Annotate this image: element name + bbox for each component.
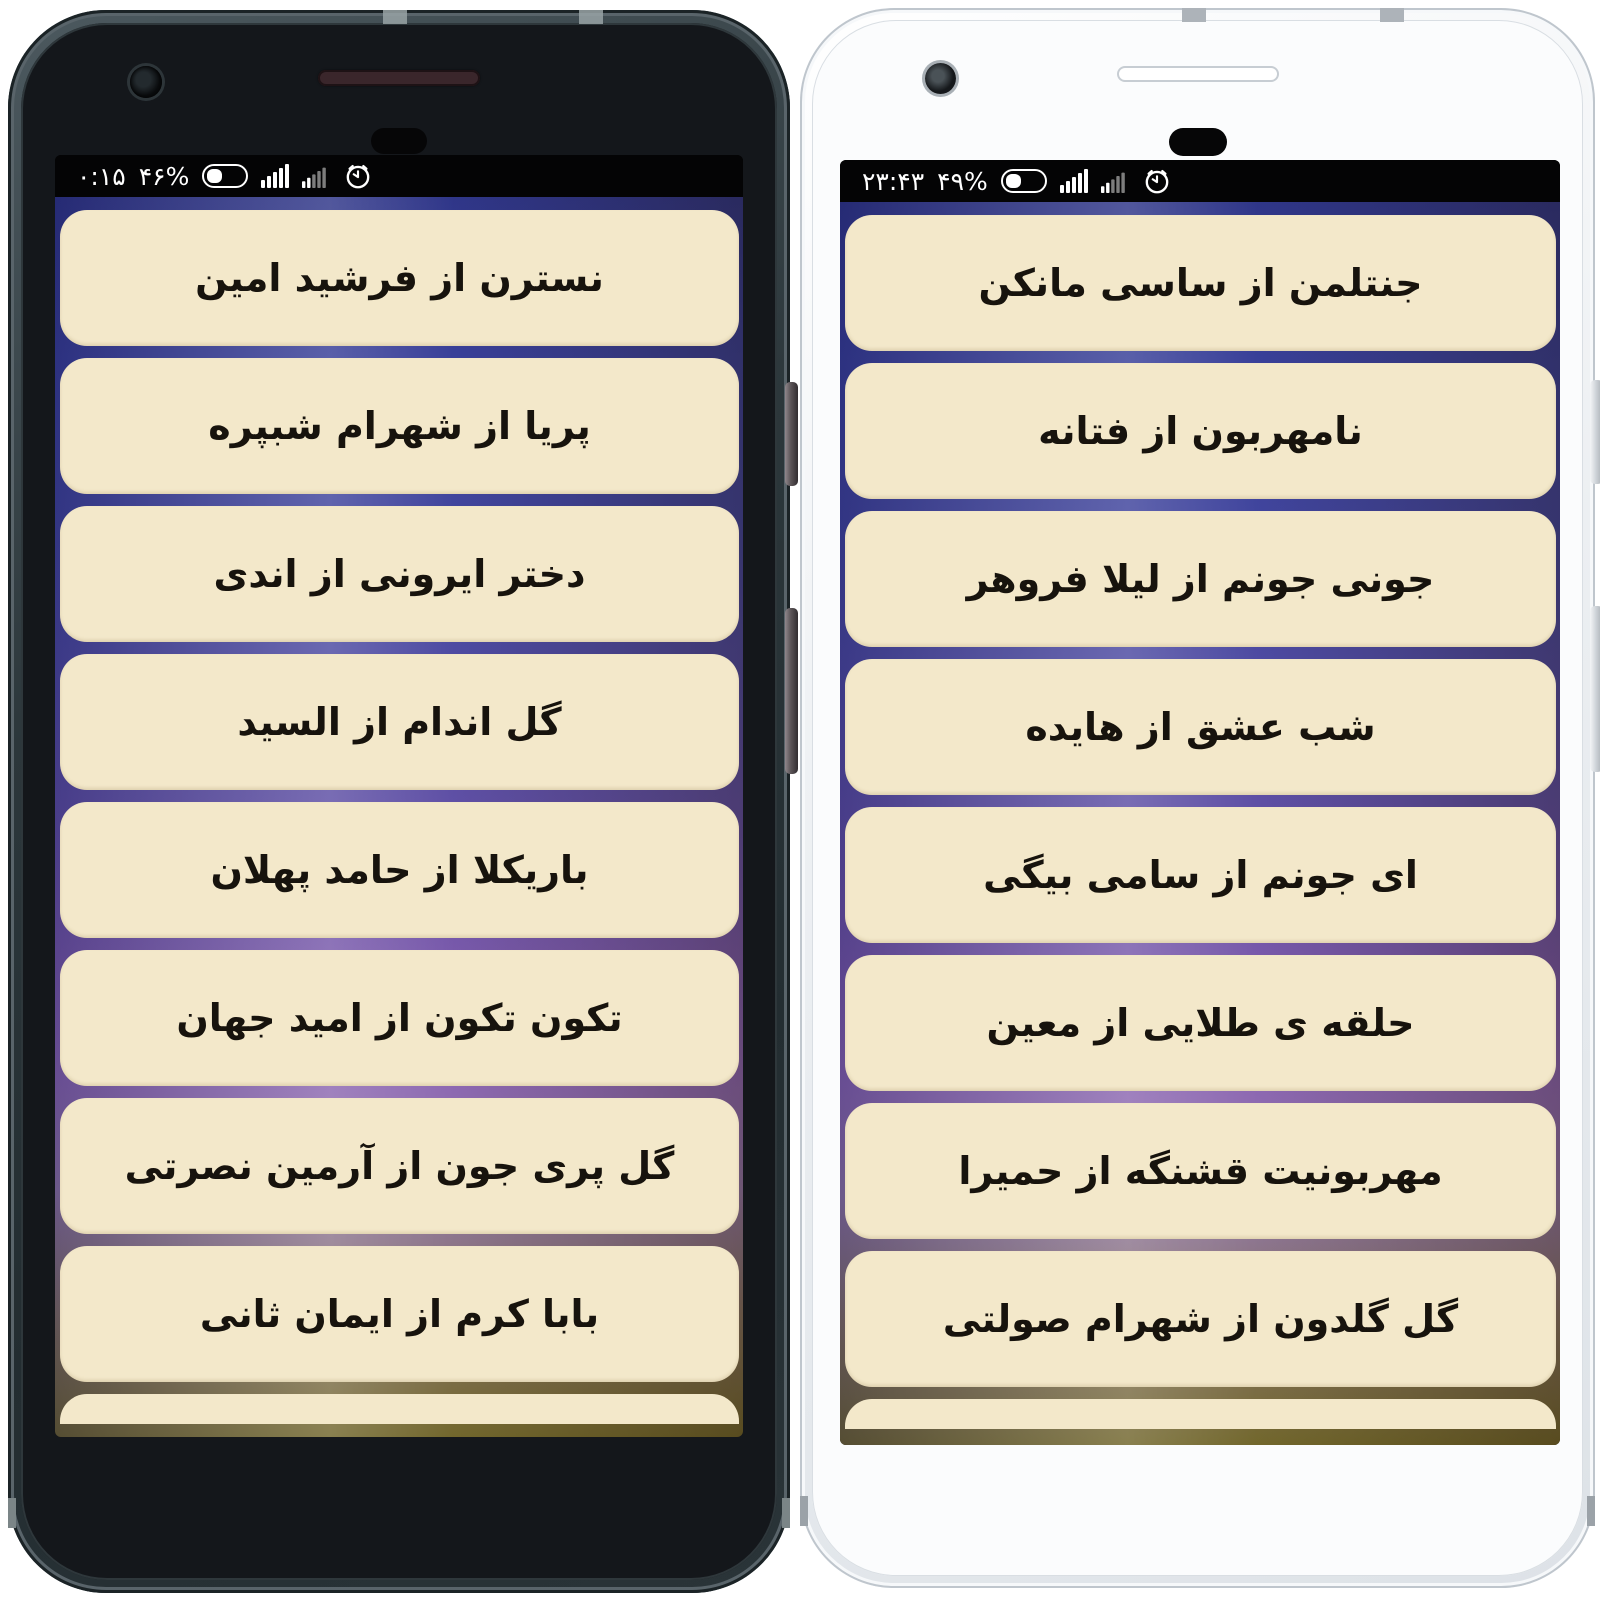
song-button[interactable]: باریکلا از حامد پهلان [60,802,739,938]
battery-icon [202,164,248,188]
alarm-icon [343,161,373,191]
song-button[interactable]: ای جونم از سامی بیگی [845,807,1556,943]
front-camera [130,66,162,98]
antenna-line [1380,8,1404,22]
song-list [840,202,1560,1445]
earpiece-speaker [1117,66,1279,82]
song-button[interactable]: تکون تکون از امید جهان [60,950,739,1086]
song-button[interactable]: گل اندام از السید [60,654,739,790]
song-button[interactable]: گل پری جون از آرمین نصرتی [60,1098,739,1234]
signal-icon [1060,169,1088,193]
battery-percent: ۴۹% [937,166,988,196]
status-bar [55,155,743,197]
sensor-pill [1169,128,1227,156]
power-button [785,382,798,486]
song-button[interactable]: حلقه ی طلایی از معین [845,955,1556,1091]
front-camera [925,63,956,94]
antenna-line [1182,8,1206,22]
status-time: ۰:۱۵ [77,161,126,191]
alarm-icon [1142,166,1172,196]
status-bar [840,160,1560,202]
song-button[interactable]: بابا کرم از ایمان ثانی [60,1246,739,1382]
volume-rocker [1590,606,1600,772]
status-time: ۲۳:۴۳ [862,166,925,196]
song-list [55,197,743,1437]
signal-weak-icon [302,168,326,188]
sensor-pill [371,128,427,154]
song-button[interactable]: مهربونیت قشنگه از حمیرا [845,1103,1556,1239]
battery-percent: ۴۶% [138,161,190,191]
antenna-line [1587,1496,1595,1526]
volume-rocker [785,608,798,774]
antenna-line [8,1498,16,1528]
song-button[interactable]: پریا از شهرام شبپره [60,358,739,494]
antenna-line [579,10,603,24]
antenna-line [383,10,407,24]
earpiece-speaker [318,70,480,86]
phone-screen [55,155,743,1437]
song-button[interactable]: شب عشق از هایده [845,659,1556,795]
phone-screen [840,160,1560,1445]
song-button[interactable]: گل گلدون از شهرام صولتی [845,1251,1556,1387]
signal-weak-icon [1101,173,1125,193]
antenna-line [782,1498,790,1528]
phone-right-mockup [800,8,1595,1588]
song-button-partial[interactable] [60,1394,739,1424]
signal-icon [261,164,289,188]
phone-left-mockup [8,10,790,1593]
song-button[interactable]: جنتلمن از ساسی مانکن [845,215,1556,351]
song-button[interactable]: نامهربون از فتانه [845,363,1556,499]
song-button[interactable]: دختر ایرونی از اندی [60,506,739,642]
song-button[interactable]: جونی جونم از لیلا فروهر [845,511,1556,647]
song-button-partial[interactable] [845,1399,1556,1429]
battery-icon [1001,169,1047,193]
power-button [1590,380,1600,484]
antenna-line [800,1496,808,1526]
song-button[interactable]: نسترن از فرشید امین [60,210,739,346]
